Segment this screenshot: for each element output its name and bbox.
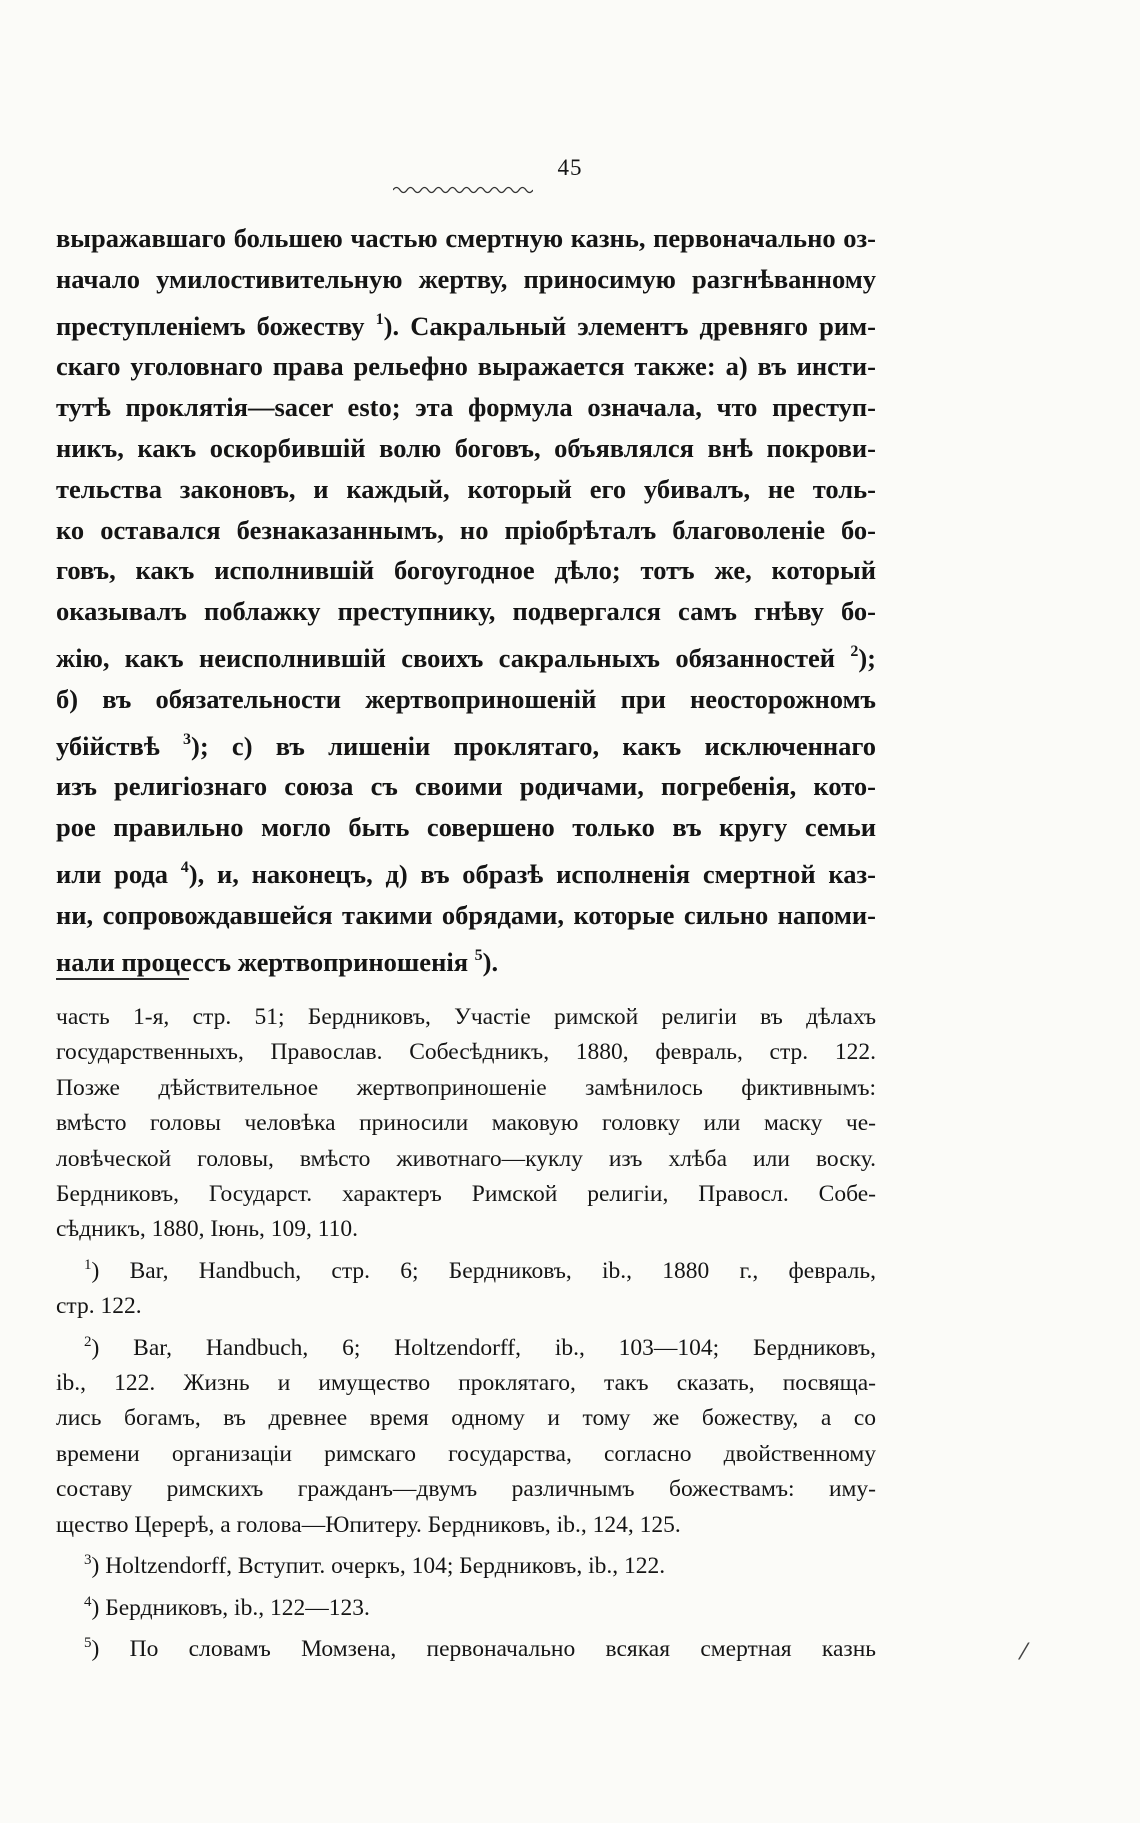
main-line: тельства законовъ, и каждый, который его убивалъ, не толь- [56,473,876,504]
footnote-continuation-line: Позже дѣйствительное жертвоприношеніе замѣнилось фиктивнымъ: [56,1074,876,1101]
footnote-line: $^5$) По словамъ Момзена, первоначально всякая смертная казнь [84,1634,876,1662]
footnote-3 [56,1543,876,1584]
footnote-continuation-line: сѣдникъ, 1880, Іюнь, 109, 110. [56,1216,359,1243]
footnote-line: $^4$) Бердниковъ, ib., 122—123. [84,1593,370,1621]
footnote-ref: 4 [180,858,189,876]
footnote-number: 5 [84,1634,92,1651]
main-line: преступленіемъ божеству $^1$). Сакральный элементъ древняго рим- [56,310,876,341]
main-line: начало умилостивительную жертву, приносимую разгнѣванному [56,263,876,294]
page-number-ornament [393,185,533,195]
main-line: изъ религіознаго союза съ своими родичами, погребенія, кото- [56,771,876,802]
footnote-continuation-line: государственныхъ, Православ. Собесѣдникъ, 1880, февраль, стр. 122. [56,1039,876,1066]
main-line: нали процессъ жертвоприношенія $^5$). [56,946,499,977]
main-text [56,218,876,982]
footnote-continuation-line: Бердниковъ, Государст. характеръ Римской религіи, Правосл. Собе- [56,1181,876,1208]
main-line: ни, сопровождавшейся такими обрядами, которые сильно напоми- [56,899,876,930]
main-line: ко оставался безнаказаннымъ, но пріобрѣталъ благоволеніе бо- [56,514,876,545]
footnote-number: 3 [84,1552,92,1569]
footnote-line: $^3$) Holtzendorff, Вступит. очеркъ, 104; Бердниковъ, ib., 122. [84,1552,666,1580]
footnote-4 [56,1585,876,1626]
main-line: убійствѣ $^3$); с) въ лишеніи проклятаго, какъ исключеннаго [56,730,876,761]
footnote-line: щество Церерѣ, а голова—Юпитеру. Бердниковъ, ib., 124, 125. [56,1511,681,1538]
footnote-line: стр. 122. [56,1293,142,1320]
main-line: или рода $^4$), и, наконецъ, д) въ образѣ исполненія смертной каз- [56,858,876,889]
footnote-number: 4 [84,1593,92,1610]
main-line: рое правильно могло быть совершено только въ кругу семьи [56,812,876,843]
footnote-ref: 2 [850,642,859,660]
footnote-continuation-line: ловѣческой головы, вмѣсто животнаго—куклу изъ хлѣба или воску. [56,1145,876,1172]
footnote-line: лись богамъ, въ древнее время одному и тому же божеству, а со [56,1405,876,1432]
footnote-number: 2 [84,1333,92,1350]
footnote-ref: 1 [375,310,384,328]
footnote-2 [56,1325,876,1543]
footnote-line: $^2$) Bar, Handbuch, 6; Holtzendorff, ib., 103—104; Бердниковъ, [84,1333,876,1361]
main-line: оказывалъ поблажку преступнику, подвергался самъ гнѣву бо- [56,596,876,627]
footnote-1 [56,1248,876,1325]
footnote-line: составу римскихъ гражданъ—двумъ различнымъ божествамъ: иму- [56,1476,876,1503]
footnote-continuation-line: вмѣсто головы человѣка приносили маковую головку или маску че- [56,1110,876,1137]
page-number: 45 [557,155,583,180]
main-line: б) въ обязательности жертвоприношеній при неосторожномъ [56,683,876,714]
main-line: скаго уголовнаго права рельефно выражается также: а) въ инсти- [56,351,876,382]
footnote-continuation-line: часть 1-я, стр. 51; Бердниковъ, Участіе римской религіи въ дѣлахъ [56,1004,876,1030]
footnote-ref: 3 [183,730,192,748]
footnote-line: ib., 122. Жизнь и имущество проклятаго, такъ сказать, посвяща- [56,1370,876,1397]
main-line: никъ, какъ оскорбившій волю боговъ, объявлялся внѣ покрови- [56,432,876,463]
main-line: выражавшаго большею частью смертную казнь, первоначально оз- [56,223,876,253]
footnote-number: 1 [84,1256,92,1273]
main-line: говъ, какъ исполнившій богоугодное дѣло; тотъ же, который [56,555,876,586]
footnote-5 [56,1626,876,1667]
footnote-separator [56,978,189,980]
footnote-line: $^1$) Bar, Handbuch, стр. 6; Бердниковъ, ib., 1880 г., февраль, [84,1256,876,1284]
footnote-line: времени организаціи римскаго государства, согласно двойственному [56,1440,876,1467]
main-line: жію, какъ неисполнившій своихъ сакральныхъ обязанностей $^2$); [56,642,876,673]
footnotes [56,1000,876,1667]
main-line: тутѣ проклятія—sacer esto; эта формула означала, что преступ- [56,392,876,423]
scan-speck: ⁄ [1022,1640,1026,1665]
footnote-ref: 5 [474,946,483,964]
